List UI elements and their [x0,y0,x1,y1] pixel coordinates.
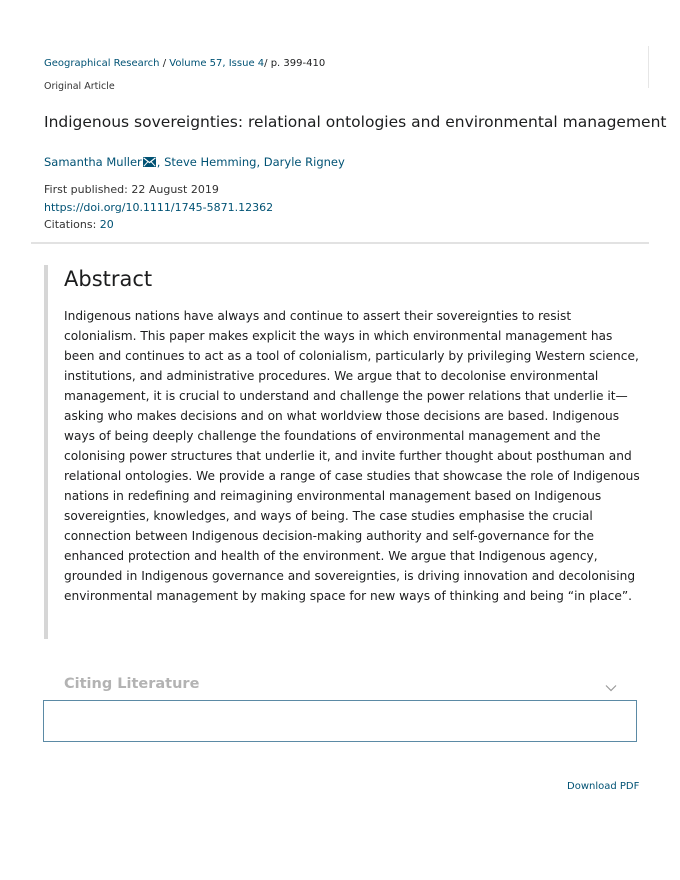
doi-link[interactable]: https://doi.org/10.1111/1745-5871.12362 [44,200,274,214]
abstract-heading: Abstract [64,267,153,291]
citations-label: Citations: [44,218,100,231]
journal-breadcrumb [44,57,325,71]
author-list [44,154,345,171]
scroll-edge [648,46,649,88]
chevron-down-icon[interactable] [605,677,617,696]
first-published-date: 22 August 2019 [131,183,219,196]
breadcrumb-separator: / [264,58,268,69]
first-published [44,181,273,199]
author-separator: , [156,155,165,169]
author-separator: , [256,155,264,169]
citing-literature-toggle[interactable] [44,672,637,696]
citing-literature-title: Citing Literature [64,676,200,692]
citations-count-link[interactable]: 20 [99,218,114,231]
breadcrumb-separator: / [162,58,167,69]
section-divider [31,242,649,244]
citing-literature-panel [43,700,637,742]
article-title: Indigenous sovereignties: relational ontologies and environmental management [44,113,667,131]
article-type: Original Article [44,81,115,92]
abstract-section [44,265,640,639]
author-link-rigney[interactable]: Daryle Rigney [263,155,345,169]
author-link-hemming[interactable]: Steve Hemming [164,155,257,169]
journal-link[interactable]: Geographical Research [44,58,160,69]
issue-link[interactable]: Volume 57, Issue 4 [169,58,265,69]
first-published-label: First published: [44,183,132,196]
publication-meta [44,181,273,234]
author-link-muller[interactable]: Samantha Muller [44,155,142,169]
page-range: p. 399-410 [270,58,326,69]
envelope-icon[interactable] [143,155,156,171]
abstract-text: Indigenous nations have always and continue to assert their sovereignties to resist colonialism. This paper makes explicit the ways in which environmental management has been and continues to act as a tool of colonialism, particularly by privileging Western science, institutions, and administrative procedures. We argue that to decolonise environmental management, it is crucial to understand and challenge the power relations that underlie it—asking who makes decisions and on what worldview those decisions are based. Indigenous ways of being deeply challenge the foundations of environmental management and the colonising power structures that underlie it, and invite further thought about posthuman and relational ontologies. We provide a range of case studies that showcase the role of Indigenous nations in redefining and reimagining environmental management based on Indigenous sovereignties, knowledges, and ways of being. The case studies emphasise the crucial connection between Indigenous decision-making authority and self-governance for the enhanced protection and health of the environment. We argue that Indigenous agency, grounded in Indigenous governance and sovereignties, is driving innovation and decolonising environmental management by making space for new ways of thinking and being “in place”. [64,309,640,603]
download-pdf-link[interactable]: Download PDF [567,781,640,792]
citations [44,216,273,234]
